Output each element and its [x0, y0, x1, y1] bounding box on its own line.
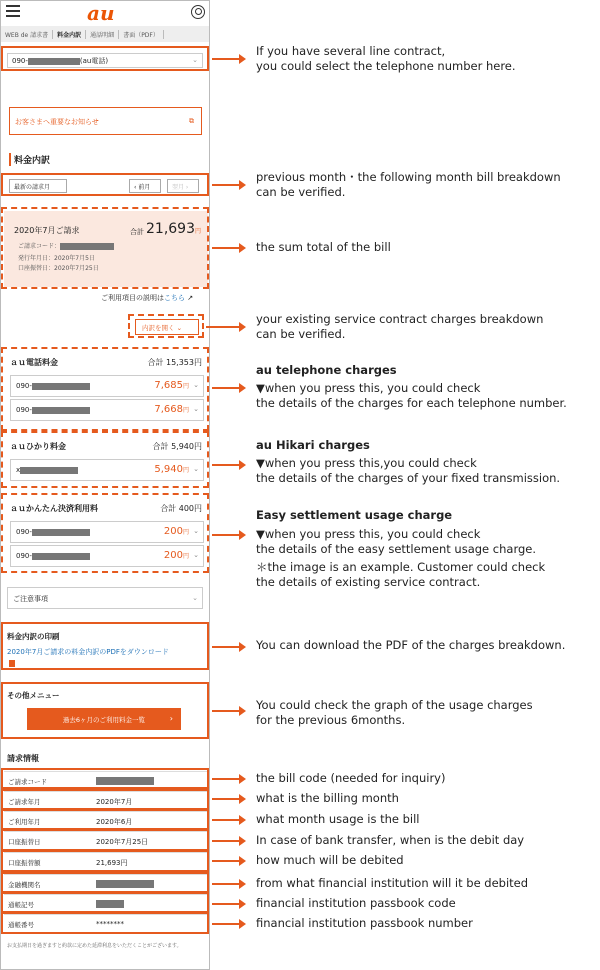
highlight-debit-day: [1, 829, 209, 851]
total-label: 合計: [130, 228, 144, 236]
note-debit-day: In case of bank transfer, when is the debit day: [256, 833, 525, 847]
chevron-down-icon: ⌄: [192, 56, 198, 64]
charge-row[interactable]: 090- 200円 ⌄: [10, 521, 204, 543]
billing-info-title: 請求情報: [7, 754, 39, 763]
charge-row[interactable]: 090- 7,685円 ⌄: [10, 375, 204, 397]
arrow: [212, 860, 240, 862]
note-bill-month: what is the billing month: [256, 791, 399, 805]
billing-row-debit-amount: 口座振替額 21,693円: [4, 852, 208, 872]
open-details-button[interactable]: 内訳を開く ⌄: [135, 319, 199, 335]
group-title: ａｕ電話料金: [10, 358, 58, 367]
past-6-months-button[interactable]: 過去6ヶ月のご利用料金一覧 ›: [27, 708, 181, 730]
charge-row[interactable]: 090- 7,668円 ⌄: [10, 399, 204, 421]
chevron-down-icon: ⌄: [193, 527, 199, 535]
arrow: [212, 883, 240, 885]
chevron-down-icon: ⌄: [193, 465, 199, 473]
line-prefix: 090-: [12, 57, 28, 65]
highlight-line-select: [1, 46, 209, 71]
arrow: [212, 646, 240, 648]
top-bar: [1, 1, 210, 25]
group-total: 合計 5,940円: [152, 442, 202, 451]
chevron-down-icon: ⌄: [193, 551, 199, 559]
arrow: [212, 464, 240, 466]
arrow: [212, 387, 240, 389]
arrow: [212, 819, 240, 821]
arrow: [212, 710, 240, 712]
menu-icon[interactable]: [6, 5, 20, 17]
tab-breakdown[interactable]: 料金内訳: [53, 30, 86, 39]
highlight-summary: [1, 207, 209, 289]
pdf-print-title: 料金内訳の印刷: [7, 632, 60, 641]
note-passbook-number: financial institution passbook number: [256, 916, 473, 930]
note-contract: your existing service contract charges breakdown can be verified.: [256, 312, 544, 341]
arrow: [212, 840, 240, 842]
note-institution: from what financial institution will it be debited: [256, 876, 529, 890]
billing-row-institution: 金融機関名: [4, 874, 208, 894]
prev-month-button[interactable]: ‹ 前月: [129, 179, 161, 193]
charge-row[interactable]: x 5,940円 ⌄: [10, 459, 204, 481]
charge-row[interactable]: 090- 200円 ⌄: [10, 545, 204, 567]
user-icon[interactable]: [191, 5, 205, 19]
note-passbook-code: financial institution passbook code: [256, 896, 456, 910]
billing-row-usage: ご利用年月 2020年6月: [4, 811, 208, 831]
external-link-icon: ⧉: [189, 117, 194, 125]
highlight-billing-month: [1, 789, 209, 810]
note-graph: You could check the graph of the usage charges for the previous 6months.: [256, 698, 533, 727]
bill-code-line: ご請求コード：: [18, 241, 114, 250]
group-total: 合計 400円: [160, 504, 202, 513]
highlight-hikari: [1, 431, 209, 488]
group-title: ａｕひかり料金: [10, 442, 66, 451]
note-easy-body: ▼when you press this, you could check the details of the easy settlement usage charge.: [256, 527, 536, 556]
arrow: [212, 247, 240, 249]
highlight-passbook-code: [1, 892, 209, 913]
note-month-nav: previous month・the following month bill breakdown can be verified.: [256, 170, 561, 199]
breakdown-title: 料金内訳: [9, 153, 50, 166]
note-pdf: You can download the PDF of the charges breakdown.: [256, 638, 566, 652]
highlight-open-details: [128, 314, 204, 338]
arrow: [212, 58, 240, 60]
note-line-select: If you have several line contract, you could select the telephone number here.: [256, 44, 516, 73]
note-hikari-title: au Hikari charges: [256, 438, 370, 452]
help-link[interactable]: こちら: [164, 294, 185, 302]
note-phone-body: ▼when you press this, you could check the details of the charges for each telephone number.: [256, 381, 567, 410]
next-month-button[interactable]: 翌月 ›: [167, 179, 199, 193]
chevron-down-icon: ⌄: [193, 405, 199, 413]
footnote: お支払期日を過ぎますと約款に定めた延滞利息をいただくことがございます。: [7, 943, 182, 949]
important-notice-label: お客さまへ重要なお知らせ: [15, 118, 99, 126]
debit-date: 口座振替日：2020年7月25日: [18, 265, 99, 272]
highlight-debit-amount: [1, 850, 209, 872]
highlight-institution: [1, 872, 209, 893]
note-phone-title: au telephone charges: [256, 363, 397, 377]
arrow: [212, 903, 240, 905]
highlight-other: [1, 682, 209, 739]
note-easy-example: ＊the image is an example. Customer could check the details of existing service contract.: [256, 560, 546, 589]
arrow: [212, 923, 240, 925]
important-notice-link[interactable]: [9, 107, 202, 135]
group-title: ａｕかんたん決済利用料: [10, 504, 98, 513]
highlight-billing-code: [1, 768, 209, 789]
billing-row-code: ご請求コード: [4, 771, 208, 791]
highlight-easy: [1, 493, 209, 573]
highlight-pdf: [1, 622, 209, 670]
latest-month-button[interactable]: 最新の請求月: [9, 179, 67, 193]
highlight-passbook-number: [1, 912, 209, 934]
highlight-usage-month: [1, 809, 209, 830]
bill-month-title: 2020年7月ご請求: [14, 226, 80, 235]
pdf-download-link[interactable]: 2020年7月ご請求の料金内訳のPDFをダウンロード: [7, 648, 169, 656]
arrow: [206, 326, 240, 328]
arrow: [212, 798, 240, 800]
chevron-down-icon: ⌄: [193, 381, 199, 389]
arrow: [212, 534, 240, 536]
caution-dropdown[interactable]: ご注意事項 ⌄: [7, 587, 203, 609]
chevron-down-icon: ⌄: [192, 594, 198, 602]
highlight-phone: [1, 347, 209, 431]
line-suffix: (au電話): [79, 57, 109, 65]
billing-row-passbook-number: 通帳番号 ********: [4, 914, 208, 934]
issue-date: 発行年月日：2020年7月5日: [18, 255, 95, 262]
note-usage-month: what month usage is the bill: [256, 812, 420, 826]
tab-call-details[interactable]: 通話明細: [86, 30, 119, 39]
billing-row-passbook-code: 通帳記号: [4, 894, 208, 914]
arrow: [212, 184, 240, 186]
tab-bar: [1, 26, 210, 42]
other-menu-title: その他メニュー: [7, 691, 60, 700]
note-hikari-body: ▼when you press this,you could check the details of the charges of your fixed transmission.: [256, 456, 561, 485]
tab-pdf[interactable]: 書面（PDF）: [119, 30, 164, 39]
billing-row-month: ご請求年月 2020年7月: [4, 791, 208, 811]
help-text: ご利用項目の説明はこちら ↗: [101, 294, 194, 302]
billing-row-debit-day: 口座振替日 2020年7月25日: [4, 831, 208, 851]
group-total: 合計 15,353円: [147, 358, 202, 367]
note-bill-code: the bill code (needed for inquiry): [256, 771, 446, 785]
tab-web-bill[interactable]: WEB de 請求書: [1, 30, 53, 39]
chevron-right-icon: ›: [169, 714, 173, 723]
au-logo: au: [87, 1, 115, 25]
note-debit-amount: how much will be debited: [256, 853, 404, 867]
total-amount: 21,693円: [146, 221, 202, 237]
note-sum: the sum total of the bill: [256, 240, 391, 254]
note-easy-title: Easy settlement usage charge: [256, 508, 453, 522]
arrow: [212, 778, 240, 780]
highlight-month-nav: [1, 173, 209, 196]
